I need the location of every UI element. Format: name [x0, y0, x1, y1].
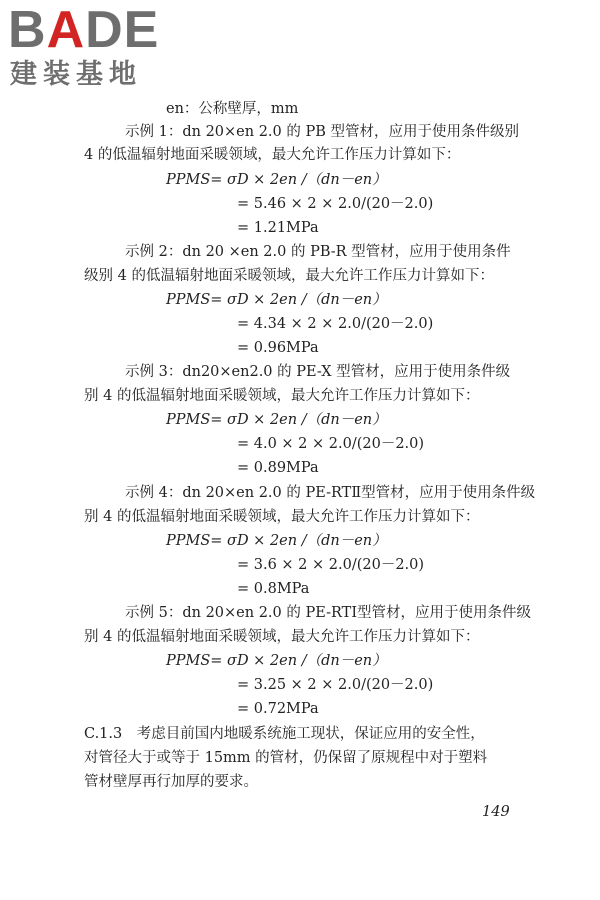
formula-result: = 0.8MPa [237, 581, 310, 597]
formula-line: = 3.25 × 2 × 2.0/(20－2.0) [237, 677, 434, 693]
text-line: 别 4 的低温辐射地面采暖领域，最大允许工作压力计算如下： [84, 509, 480, 525]
page-number: 149 [482, 804, 510, 820]
formula-line: = 5.46 × 2 × 2.0/(20－2.0) [237, 196, 434, 212]
text-line: en：公称壁厚，mm [166, 101, 299, 117]
logo-letter-a: A [46, 1, 86, 59]
example-4-intro: 示例 4：dn 20×en 2.0 的 PE-RTⅡ型管材，应用于使用条件级 [125, 485, 536, 501]
text-line: 别 4 的低温辐射地面采暖领域，最大允许工作压力计算如下： [84, 388, 480, 404]
formula-line: PPMS= σD × 2en /（dn－en） [166, 172, 387, 188]
logo-letter-b: B [8, 1, 47, 59]
text-line: 管材壁厚再行加厚的要求。 [84, 774, 258, 790]
example-5-intro: 示例 5：dn 20×en 2.0 的 PE-RTⅠ型管材，应用于使用条件级 [125, 605, 532, 621]
formula-line: PPMS= σD × 2en /（dn－en） [166, 292, 387, 308]
example-3-intro: 示例 3：dn20×en2.0 的 PE-X 型管材，应用于使用条件级 [125, 364, 511, 380]
formula-line: PPMS= σD × 2en /（dn－en） [166, 412, 387, 428]
text-line: 4 的低温辐射地面采暖领域，最大允许工作压力计算如下： [84, 147, 461, 163]
logo-wordmark [8, 1, 160, 59]
logo-tagline: 建装基地 [10, 59, 142, 90]
example-1-intro: 示例 1：dn 20×en 2.0 的 PB 型管材，应用于使用条件级别 [125, 124, 519, 140]
formula-result: = 0.96MPa [237, 340, 319, 356]
formula-line: = 4.0 × 2 × 2.0/(20－2.0) [237, 436, 425, 452]
formula-line: PPMS= σD × 2en /（dn－en） [166, 653, 387, 669]
formula-line: = 3.6 × 2 × 2.0/(20－2.0) [237, 557, 425, 573]
logo-letters-de: DE [85, 1, 160, 59]
formula-line: = 4.34 × 2 × 2.0/(20－2.0) [237, 316, 434, 332]
formula-line: PPMS= σD × 2en /（dn－en） [166, 533, 387, 549]
formula-result: = 1.21MPa [237, 220, 319, 236]
section-c13-heading: C.1.3 考虑目前国内地暖系统施工现状，保证应用的安全性， [84, 726, 485, 742]
text-line: 级别 4 的低温辐射地面采暖领域，最大允许工作压力计算如下： [84, 268, 494, 284]
formula-result: = 0.72MPa [237, 701, 319, 717]
formula-result: = 0.89MPa [237, 460, 319, 476]
text-line: 别 4 的低温辐射地面采暖领域，最大允许工作压力计算如下： [84, 629, 480, 645]
watermark-logo [8, 1, 188, 94]
example-2-intro: 示例 2：dn 20 ×en 2.0 的 PB-R 型管材，应用于使用条件 [125, 244, 511, 260]
text-line: 对管径大于或等于 15mm 的管材，仍保留了原规程中对于塑料 [84, 750, 488, 766]
